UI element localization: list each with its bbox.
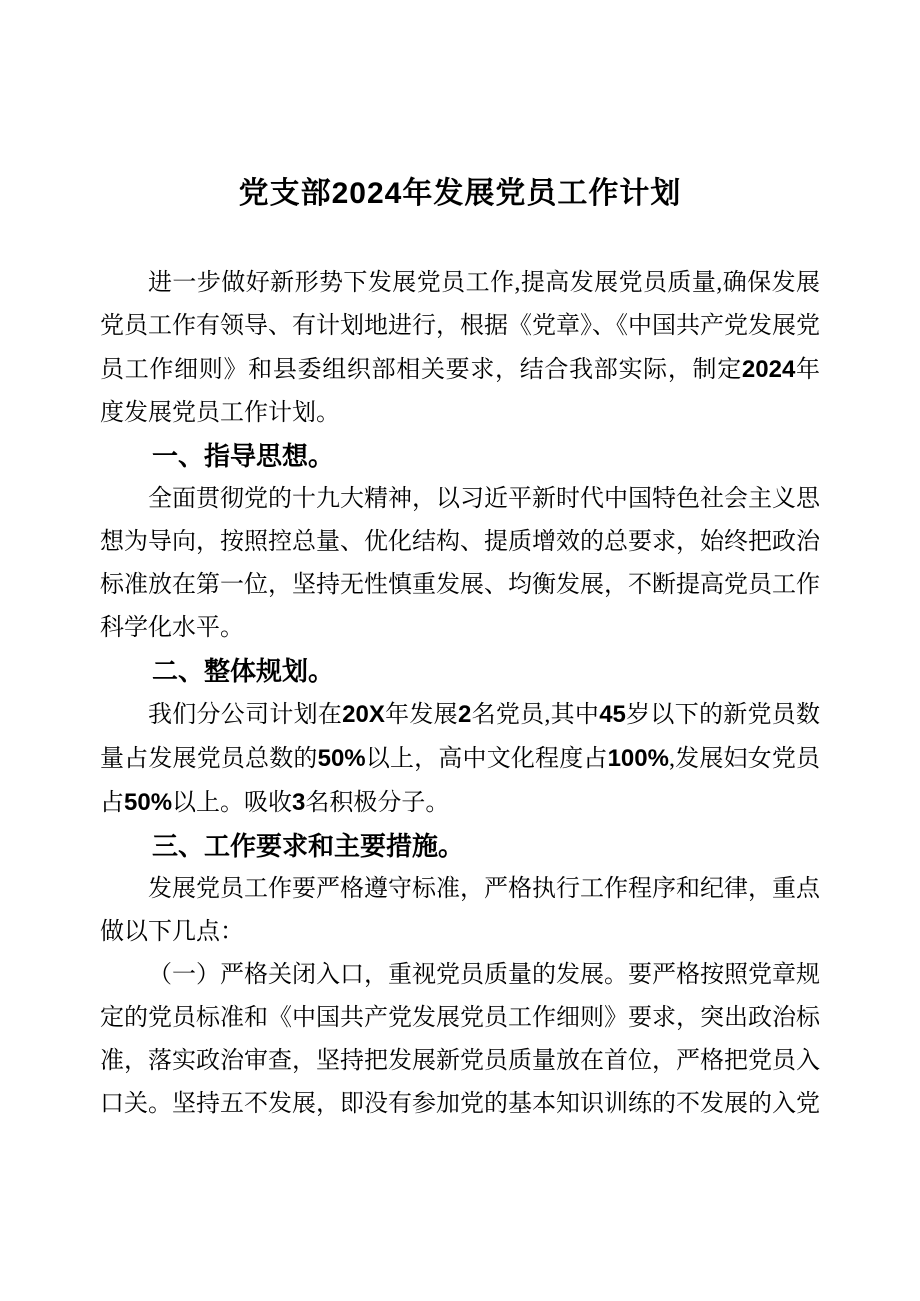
section-heading-work-requirements: 三、工作要求和主要措施。 — [152, 831, 465, 861]
section-3-paragraph-2: （一）严格关闭入口，重视党员质量的发展。要严格按照党章规定的党员标准和《中国共产党发展党员工作细则》要求，突出政治标准，落实政治审查，坚持把发展新党员质量放在首位，严格把党员入口关。坚持五不发展，即没有参加党的基本知识训练的不发展的入党 — [100, 962, 820, 1117]
section-1-paragraph-1: 全面贯彻党的十九大精神，以习近平新时代中国特色社会主义思想为导向，按照控总量、优化结构、提质增效的总要求，始终把政治标准放在第一位，坚持无性慎重发展、均衡发展，不断提高党员工作科学化水平。 — [100, 486, 820, 641]
document-title: 党支部2024年发展党员工作计划 — [238, 177, 682, 210]
intro-paragraph: 进一步做好新形势下发展党员工作,提高发展党员质量,确保发展党员工作有领导、有计划地进行，根据《党章》、《中国共产党发展党员工作细则》和县委组织部相关要求，结合我部实际，制定2024年度发展党员工作计划。 — [100, 270, 821, 426]
section-2-paragraph-1: 我们分公司计划在20X年发展2名党员,其中45岁以下的新党员数量占发展党员总数的50%以上，高中文化程度占100%,发展妇女党员占50%以上。吸收3名积极分子。 — [100, 701, 821, 816]
section-heading-guiding-ideology: 一、指导思想。 — [152, 441, 335, 471]
section-heading-overall-plan: 二、整体规划。 — [152, 656, 335, 686]
section-3-paragraph-1: 发展党员工作要严格遵守标准，严格执行工作程序和纪律，重点做以下几点： — [100, 876, 820, 945]
